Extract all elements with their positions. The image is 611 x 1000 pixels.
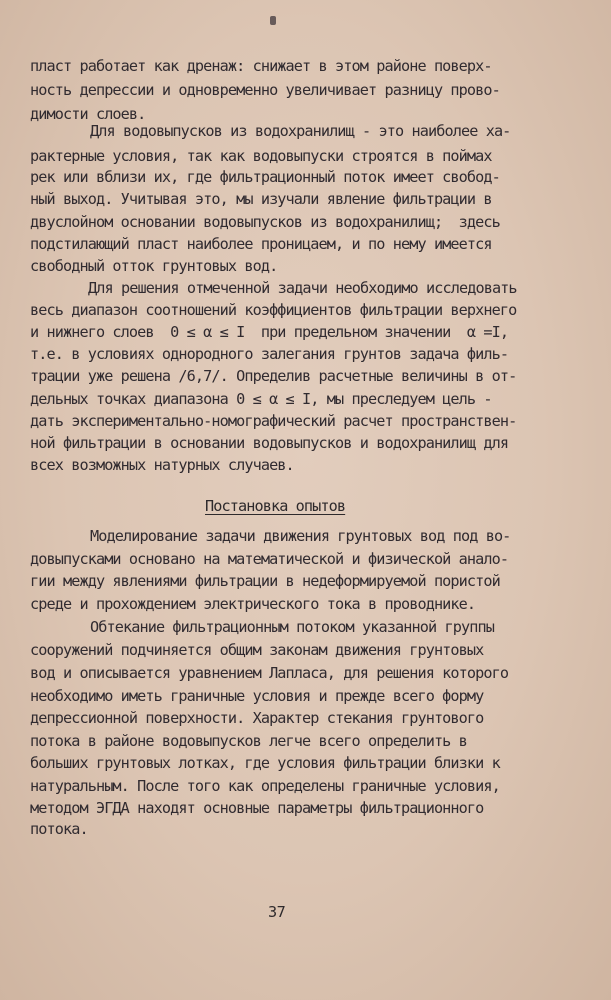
text-line: трации уже решена /6,7/. Определив расчетные величины в от- <box>30 367 517 385</box>
text-line: всех возможных натурных случаев. <box>30 456 294 474</box>
text-line: рактерные условия, так как водовыпуски строятся в поймах <box>30 147 492 165</box>
text-line: сооружений подчиняется общим законам движения грунтовых <box>30 641 484 659</box>
text-line: ный выход. Учитывая это, мы изучали явление фильтрации в <box>30 190 492 208</box>
text-line: больших грунтовых лотках, где условия фильтрации близки к <box>30 754 500 772</box>
text-line: ность депрессии и одновременно увеличивает разницу прово- <box>30 81 500 99</box>
text-line: методом ЭГДА находят основные параметры фильтрационного <box>30 799 484 817</box>
text-line: рек или вблизи их, где фильтрационный поток имеет свобод- <box>30 168 500 186</box>
text-line: Для решения отмеченной задачи необходимо исследовать <box>88 279 517 297</box>
text-line: дельных точках диапазона 0 ≤ α ≤ I, мы преследуем цель - <box>30 390 492 408</box>
text-line: необходимо иметь граничные условия и прежде всего форму <box>30 687 484 705</box>
text-line: двуслойном основании водовыпусков из водохранилищ; здесь <box>30 213 500 231</box>
text-line: дать экспериментально-номографический расчет пространствен- <box>30 412 517 430</box>
text-line: Обтекание фильтрационным потоком указанной группы <box>90 618 494 636</box>
section-heading: Постановка опытов <box>205 497 346 515</box>
text-line: пласт работает как дренаж: снижает в этом районе поверх- <box>30 57 492 75</box>
text-line: среде и прохождением электрического тока в проводнике. <box>30 595 476 613</box>
text-line: потока в районе водовыпусков легче всего определить в <box>30 732 467 750</box>
text-line: Моделирование задачи движения грунтовых вод под во- <box>90 527 511 545</box>
text-line: и нижнего слоев 0 ≤ α ≤ I при предельном значении α =I, <box>30 323 509 341</box>
ink-mark <box>270 16 276 25</box>
text-line: подстилающий пласт наиболее проницаем, и по нему имеется <box>30 235 492 253</box>
text-line: ной фильтрации в основании водовыпусков и водохранилищ для <box>30 434 509 452</box>
text-line: натуральным. После того как определены граничные условия, <box>30 777 500 795</box>
text-line: гии между явлениями фильтрации в недеформируемой пористой <box>30 572 500 590</box>
text-line: вод и описывается уравнением Лапласа, для решения которого <box>30 664 509 682</box>
page-number: 37 <box>268 903 286 921</box>
text-line: весь диапазон соотношений коэффициентов фильтрации верхнего <box>30 301 517 319</box>
text-line: депрессионной поверхности. Характер стекания грунтового <box>30 709 484 727</box>
text-line: т.е. в условиях однородного залегания грунтов задача филь- <box>30 345 509 363</box>
text-line: Для водовыпусков из водохранилищ - это наиболее ха- <box>90 122 511 140</box>
text-line: довыпусками основано на математической и физической анало- <box>30 550 509 568</box>
text-line: потока. <box>30 820 88 838</box>
text-line: свободный отток грунтовых вод. <box>30 257 278 275</box>
text-line: димости слоев. <box>30 105 146 123</box>
